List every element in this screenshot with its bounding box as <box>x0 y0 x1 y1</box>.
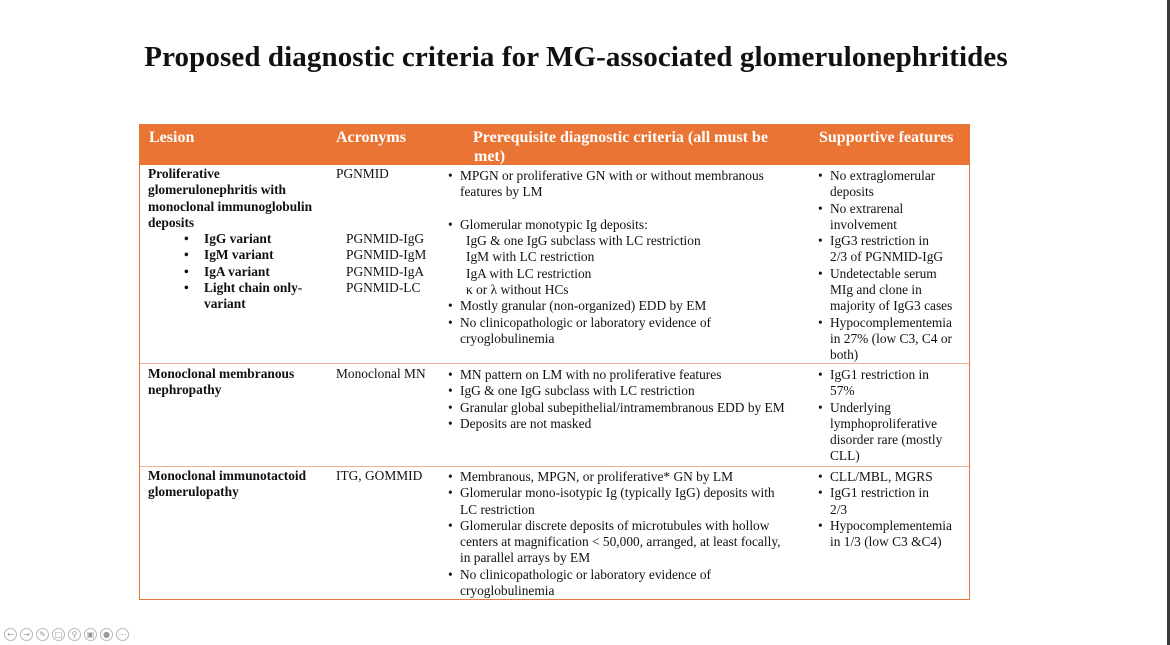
row2-criteria <box>448 367 818 432</box>
more-icon[interactable]: ⋯ <box>116 628 129 641</box>
header-supportive: Supportive features <box>819 129 954 146</box>
list-item: • MN pattern on LM with no proliferative features <box>448 367 818 383</box>
row1-supportive: • No extraglomerular deposits • No extrarenal involvement • IgG3 restriction in 2/3 of PGNMID-IgG • Undetectable serum MIg and clone in majority of IgG3 cases • Hypocomplementemia in 27% (low C3, C4 or both) <box>818 168 968 364</box>
list-item: • Hypocomplementemia <box>818 518 968 534</box>
list-item: • CLL/MBL, MGRS <box>818 469 968 485</box>
row1-acronyms: PGNMID PGNMID-IgG PGNMID-IgM PGNMID-IgA PGNMID-LC <box>336 166 427 296</box>
copy-icon[interactable]: □ <box>52 628 65 641</box>
list-item: • IgG3 restriction in <box>818 233 968 249</box>
zoom-icon[interactable]: ⚲ <box>68 628 81 641</box>
list-item: • Undetectable serum <box>818 266 968 282</box>
slide-title: Proposed diagnostic criteria for MG-associated glomerulonephritides <box>144 41 1008 73</box>
list-item: • MPGN or proliferative GN with or without membranous <box>448 168 808 184</box>
list-item: • IgG & one IgG subclass with LC restriction <box>448 383 818 399</box>
list-item: • IgG1 restriction in <box>818 367 968 383</box>
pen-icon[interactable]: ✎ <box>36 628 49 641</box>
table-header <box>140 125 969 165</box>
slideshow-icon[interactable]: ▣ <box>84 628 97 641</box>
back-icon[interactable]: ← <box>4 628 17 641</box>
list-item: • Hypocomplementemia <box>818 315 968 331</box>
row2-supportive: • IgG1 restriction in 57% • Underlying lymphoproliferative disorder rare (mostly CLL) <box>818 367 968 465</box>
list-item: • No extrarenal <box>818 201 968 217</box>
row-divider <box>140 466 969 467</box>
variant-item: • IgG variant <box>148 231 333 247</box>
row3-supportive: • CLL/MBL, MGRS • IgG1 restriction in 2/3 • Hypocomplementemia in 1/3 (low C3 &C4) <box>818 469 968 550</box>
header-lesion: Lesion <box>149 129 195 146</box>
list-item: • Deposits are not masked <box>448 416 818 432</box>
camera-icon[interactable]: ● <box>100 628 113 641</box>
row2-lesion: Monoclonal membranous nephropathy <box>148 366 295 398</box>
variant-item: • IgA variant <box>148 264 333 280</box>
row3-lesion: Monoclonal immunotactoid glomerulopathy <box>148 468 307 500</box>
list-item: • Glomerular discrete deposits of microtubules with hollow <box>448 518 818 534</box>
variant-item: • Light chain only- <box>148 280 333 296</box>
row-divider <box>140 363 969 364</box>
row1-criteria: • MPGN or proliferative GN with or without membranous features by LM • Glomerular monotypic Ig deposits: IgG & one IgG subclass with LC restriction IgM with LC restriction IgA with LC restriction κ or λ without HCs • Mostly granular (non-organized) EDD by EM • No clinicopathologic or laboratory evidence of cryoglobulinemia <box>448 168 808 347</box>
list-item: • Membranous, MPGN, or proliferative* GN by LM <box>448 469 818 485</box>
list-item: • No extraglomerular <box>818 168 968 184</box>
header-acronyms: Acronyms <box>336 129 406 146</box>
list-item: • IgG1 restriction in <box>818 485 968 501</box>
slideshow-toolbar <box>4 628 129 644</box>
list-item: • Underlying <box>818 400 968 416</box>
row1-lesion: Proliferative glomerulonephritis with monoclonal immunoglobulin deposits • IgG variant • IgM variant • IgA variant • Light chain only- variant <box>148 166 333 313</box>
variant-item: • IgM variant <box>148 247 333 263</box>
criteria-table <box>139 124 970 600</box>
list-item: • Glomerular mono-isotypic Ig (typically IgG) deposits with <box>448 485 818 501</box>
forward-icon[interactable]: → <box>20 628 33 641</box>
row3-acronyms: ITG, GOMMID <box>336 468 423 483</box>
list-item: • Mostly granular (non-organized) EDD by EM <box>448 298 808 314</box>
list-item: • No clinicopathologic or laboratory evidence of <box>448 567 818 583</box>
row3-criteria: • Membranous, MPGN, or proliferative* GN by LM • Glomerular mono-isotypic Ig (typically IgG) deposits with LC restriction • Glomerular discrete deposits of microtubules with hollow centers at magnification < 50,000, arranged, at least focally, in parallel arrays by EM • No clinicopathologic or laboratory evidence of cryoglobulinemia <box>448 469 818 599</box>
list-item: • No clinicopathologic or laboratory evidence of <box>448 315 808 331</box>
row2-acronyms: Monoclonal MN <box>336 366 426 381</box>
header-criteria: Prerequisite diagnostic criteria (all must be met) <box>473 129 768 165</box>
list-item: • Glomerular monotypic Ig deposits: <box>448 217 808 233</box>
list-item: • Granular global subepithelial/intramembranous EDD by EM <box>448 400 818 416</box>
